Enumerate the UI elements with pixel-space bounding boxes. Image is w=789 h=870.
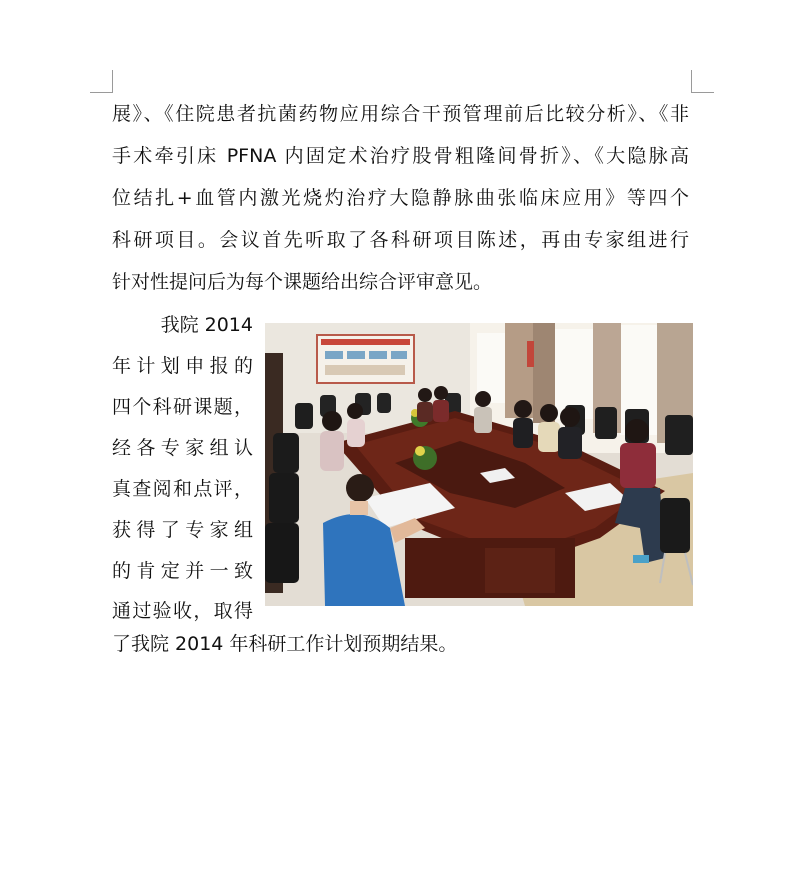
paragraph-line: 展》、《住院患者抗菌药物应用综合干预管理前后比较分析》、《非 (112, 103, 689, 125)
paragraph-line: 获得了专家组 (112, 519, 253, 541)
meeting-photo (265, 323, 693, 606)
paragraph-line: 年计划申报的 (112, 355, 253, 377)
paragraph-line: 真查阅和点评， (112, 478, 253, 500)
paragraph-line: 位结扎+血管内激光烧灼治疗大隐静脉曲张临床应用》等四个 (112, 187, 689, 209)
paragraph-line: 四个科研课题， (112, 396, 253, 418)
paragraph-line: 了我院 2014 年科研工作计划预期结果。 (112, 633, 458, 655)
paragraph-line: 科研项目。会议首先听取了各科研项目陈述，再由专家组进行 (112, 229, 689, 251)
paragraph-line: 我院 2014 (160, 314, 253, 336)
paragraph-line: 经各专家组认 (112, 437, 253, 459)
paragraph-line: 通过验收，取得 (112, 600, 253, 622)
crop-mark-top-left (90, 70, 113, 93)
crop-mark-top-right (691, 70, 714, 93)
paragraph-line: 的肯定并一致 (112, 560, 253, 582)
paragraph-line: 针对性提问后为每个课题给出综合评审意见。 (112, 271, 493, 293)
paragraph-line: 手术牵引床 PFNA 内固定术治疗股骨粗隆间骨折》、《大隐脉高 (112, 145, 689, 167)
